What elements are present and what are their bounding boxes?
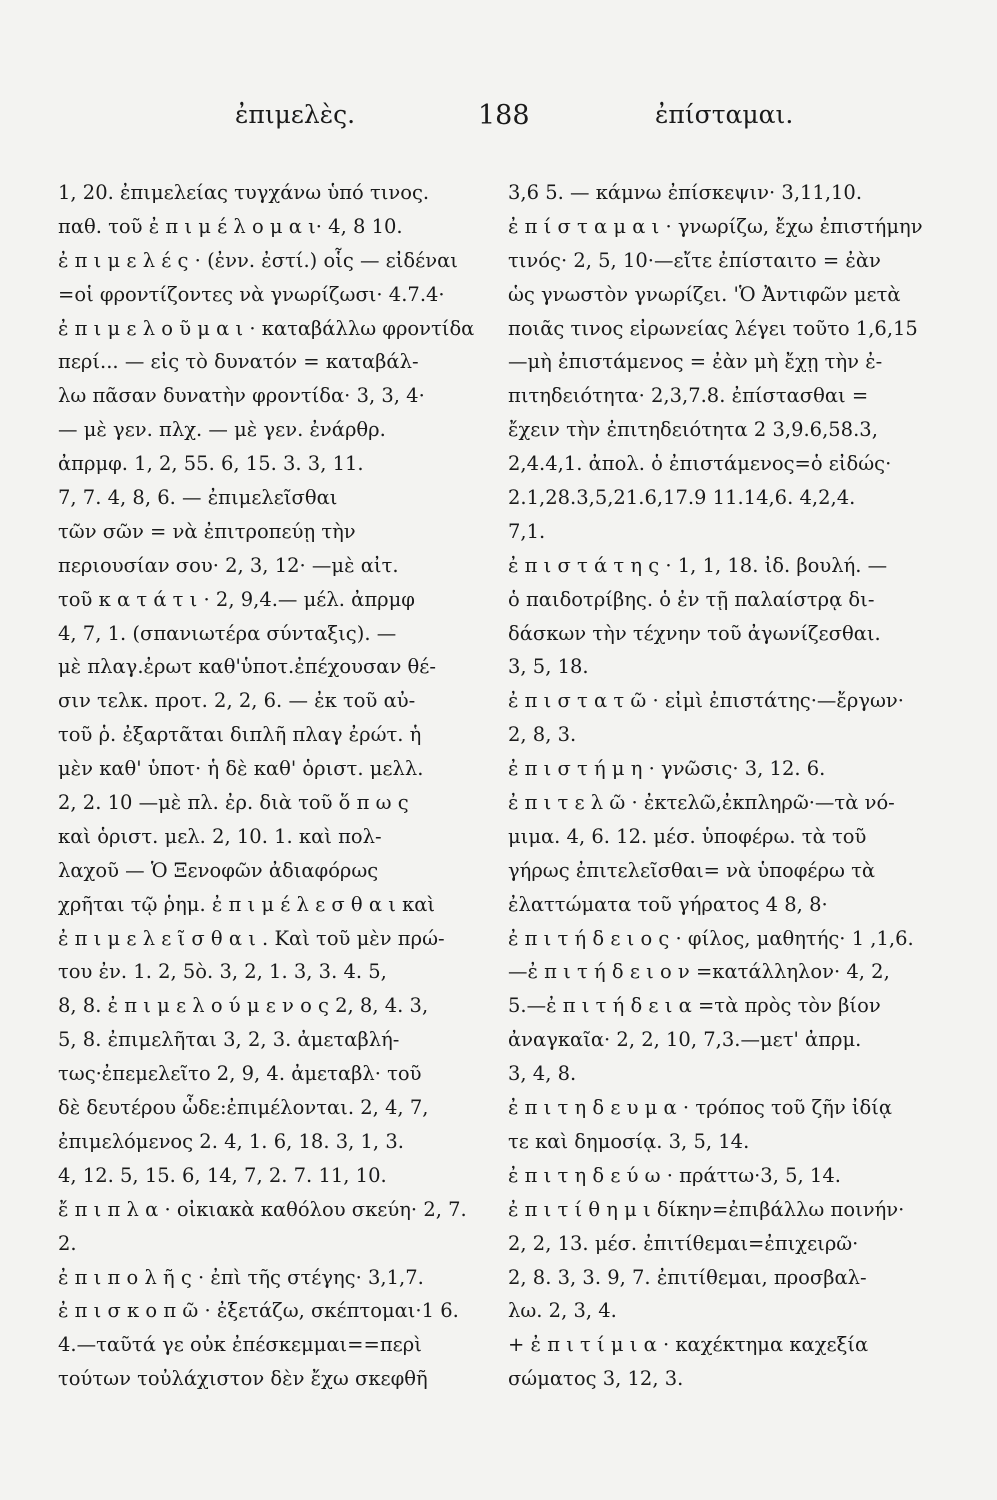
right-column (508, 176, 948, 1396)
text-line: ἐ π ι τ ί θ η μ ι δίκην=ἐπιβάλλω ποινήν· (508, 1197, 905, 1221)
text-line: περιουσίαν σου· 2, 3, 12· —μὲ αἰτ. (58, 553, 399, 577)
text-line: χρῆται τῷ ῥημ. ἐ π ι μ έ λ ε σ θ α ι καὶ (58, 892, 436, 916)
text-line: ποιᾶς τινος εἰρωνείας λέγει τοῦτο 1,6,15 (508, 316, 918, 340)
text-line: τοῦ κ α τ ά τ ι · 2, 9,4.— μέλ. ἀπρμφ (58, 587, 415, 611)
text-line: λαχοῦ — Ὁ Ξενοφῶν ἀδιαφόρως (58, 858, 379, 882)
text-line: μὲ πλαγ.ἐρωτ καθ'ὑποτ.ἐπέχουσαν θέ- (58, 655, 436, 679)
text-line: σώματος 3, 12, 3. (508, 1367, 684, 1391)
text-line: τοῦ ῥ. ἐξαρτᾶται διπλῆ πλαγ ἐρώτ. ἡ (58, 723, 422, 747)
text-line: 5, 8. ἐπιμελῆται 3, 2, 3. ἀμεταβλή- (58, 1028, 400, 1052)
text-line: 2, 2, 13. μέσ. ἐπιτίθεμαι=ἐπιχειρῶ· (508, 1231, 859, 1255)
text-line: ἐ π ι μ ε λ ο ῦ μ α ι · καταβάλλω φροντίδα (58, 316, 475, 340)
text-line: σιν τελκ. προτ. 2, 2, 6. — ἐκ τοῦ αὐ- (58, 689, 416, 713)
text-line: ἐ π ι σ τ ά τ η ς · 1, 1, 18. ἰδ. βουλή. — (508, 553, 888, 577)
text-line: —μὴ ἐπιστάμενος = ἐὰν μὴ ἔχῃ τὴν ἐ- (508, 350, 883, 374)
text-line: ἐ π ι τ η δ ε ύ ω · πράττω·3, 5, 14. (508, 1163, 841, 1187)
text-line: ἐ π ι τ ε λ ῶ · ἐκτελῶ,ἐκπληρῶ·—τὰ νό- (508, 791, 895, 815)
text-line: περί... — εἰς τὸ δυνατόν = καταβάλ- (58, 350, 419, 374)
left-column (58, 176, 490, 1396)
text-line: πιτηδειότητα· 2,3,7.8. ἐπίστασθαι = (508, 384, 869, 408)
text-line: + ἐ π ι τ ί μ ι α · καχέκτημα καχεξία (508, 1333, 869, 1357)
text-line: 2, 8, 3. (508, 723, 577, 747)
text-line: ἐλαττώματα τοῦ γήρατος 4 8, 8· (508, 892, 828, 916)
text-line: γήρως ἐπιτελεῖσθαι= νὰ ὑποφέρω τὰ (508, 858, 876, 882)
text-line: 3, 4, 8. (508, 1062, 577, 1086)
text-line: 4, 12. 5, 15. 6, 14, 7, 2. 7. 11, 10. (58, 1163, 387, 1187)
text-line: τινός· 2, 5, 10·—εἴτε ἐπίσταιτο = ἐὰν (508, 248, 881, 272)
text-line: 4, 7, 1. (σπανιωτέρα σύνταξις). — (58, 621, 397, 645)
text-line: 5.—ἐ π ι τ ή δ ε ι α =τὰ πρὸς τὸν βίον (508, 994, 881, 1018)
text-line: 2. (58, 1231, 77, 1255)
text-line: δάσκων τὴν τέχνην τοῦ ἀγωνίζεσθαι. (508, 621, 881, 645)
text-line: ἐ π ι π ο λ ῆ ς · ἐπὶ τῆς στέγης· 3,1,7. (58, 1265, 424, 1289)
text-line: ἀπρμφ. 1, 2, 55. 6, 15. 3. 3, 11. (58, 452, 364, 476)
text-line: —ἐ π ι τ ή δ ε ι ο ν =κατάλληλον· 4, 2, (508, 960, 890, 984)
text-line: ἐ π ι τ ή δ ε ι ο ς · φίλος, μαθητής· 1 ,1,6. (508, 926, 914, 950)
text-line: =οἱ φροντίζοντες νὰ γνωρίζωσι· 4.7.4· (58, 282, 445, 306)
text-line: ἐ π ι τ η δ ε υ μ α · τρόπος τοῦ ζῆν ἰδίᾳ (508, 1096, 893, 1120)
text-line: 1, 20. ἐπιμελείας τυγχάνω ὑπό τινος. (58, 181, 430, 204)
text-line: 2, 2. 10 —μὲ πλ. ἐρ. διὰ τοῦ ὅ π ω ς (58, 791, 409, 815)
text-line: 7,1. (508, 519, 546, 543)
text-line: ἐ π ι σ τ α τ ῶ · εἰμὶ ἐπιστάτης·—ἔργων· (508, 689, 904, 713)
text-line: ὁ παιδοτρίβης. ὁ ἐν τῇ παλαίστρᾳ δι- (508, 587, 875, 611)
text-line: του ἐν. 1. 2, 5ὸ. 3, 2, 1. 3, 3. 4. 5, (58, 960, 387, 984)
text-line: 7, 7. 4, 8, 6. — ἐπιμελεῖσθαι (58, 486, 338, 510)
text-line: λω. 2, 3, 4. (508, 1299, 617, 1323)
text-line: ἐπιμελόμενος 2. 4, 1. 6, 18. 3, 1, 3. (58, 1129, 404, 1153)
text-line: 4.—ταῦτά γε οὐκ ἐπέσκεμμαι==περὶ (58, 1333, 422, 1357)
header-right-word: ἐπίσταμαι. (655, 100, 794, 129)
text-line: 2,4.4,1. ἀπολ. ὁ ἐπιστάμενος=ὁ εἰδώς· (508, 452, 892, 476)
text-line: ἐ π ί σ τ α μ α ι · γνωρίζω, ἔχω ἐπιστήμην (508, 214, 923, 238)
text-line: 8, 8. ἐ π ι μ ε λ ο ύ μ ε ν ο ς 2, 8, 4. 3, (58, 994, 429, 1018)
text-line: 2, 8. 3, 3. 9, 7. ἐπιτίθεμαι, προσβαλ- (508, 1265, 867, 1289)
text-line: καὶ ὁριστ. μελ. 2, 10. 1. καὶ πολ- (58, 824, 382, 848)
text-line: μὲν καθ' ὑποτ· ἡ δὲ καθ' ὁριστ. μελλ. (58, 757, 424, 781)
text-line: τῶν σῶν = νὰ ἐπιτροπεύῃ τὴν (58, 519, 356, 543)
header-left-word: ἐπιμελὲς. (235, 100, 356, 129)
text-line: τε καὶ δημοσίᾳ. 3, 5, 14. (508, 1129, 750, 1153)
page-header (0, 100, 997, 140)
text-line: ὡς γνωστὸν γνωρίζει. 'Ὁ Ἀντιφῶν μετὰ (508, 282, 901, 306)
text-line: 2.1,28.3,5,21.6,17.9 11.14,6. 4,2,4. (508, 486, 856, 510)
text-line: 3,6 5. — κάμνω ἐπίσκεψιν· 3,11,10. (508, 181, 863, 204)
text-line: τως·ἐπεμελεῖτο 2, 9, 4. ἀμεταβλ· τοῦ (58, 1062, 422, 1086)
text-line: μιμα. 4, 6. 12. μέσ. ὑποφέρω. τὰ τοῦ (508, 824, 867, 848)
text-line: τούτων τοὐλάχιστον δὲν ἔχω σκεφθῆ (58, 1367, 428, 1391)
text-line: ἐ π ι μ ε λ ε ῖ σ θ α ι . Καὶ τοῦ μὲν πρώ- (58, 926, 445, 950)
text-line: 3, 5, 18. (508, 655, 589, 679)
text-line: δὲ δευτέρου ὧδε:ἐπιμέλονται. 2, 4, 7, (58, 1096, 429, 1120)
page-number: 188 (478, 100, 530, 131)
text-line: ἀναγκαῖα· 2, 2, 10, 7,3.—μετ' ἀπρμ. (508, 1028, 862, 1052)
text-line: ἐ π ι σ κ ο π ῶ · ἐξετάζω, σκέπτομαι·1 6. (58, 1299, 459, 1323)
text-line: παθ. τοῦ ἐ π ι μ έ λ ο μ α ι· 4, 8 10. (58, 214, 403, 238)
text-line: ἐ π ι μ ε λ έ ς · (ἐνν. ἐστί.) οἷς — εἰδέναι (58, 248, 458, 272)
text-line: — μὲ γεν. πλχ. — μὲ γεν. ἐνάρθρ. (58, 418, 386, 442)
text-line: λω πᾶσαν δυνατὴν φροντίδα· 3, 3, 4· (58, 384, 425, 408)
text-line: ἔχειν τὴν ἐπιτηδειότητα 2 3,9.6,58.3, (508, 418, 878, 442)
text-line: ἐ π ι σ τ ή μ η · γνῶσις· 3, 12. 6. (508, 757, 826, 781)
text-line: ἔ π ι π λ α · οἰκιακὰ καθόλου σκεύη· 2, 7. (58, 1197, 467, 1221)
